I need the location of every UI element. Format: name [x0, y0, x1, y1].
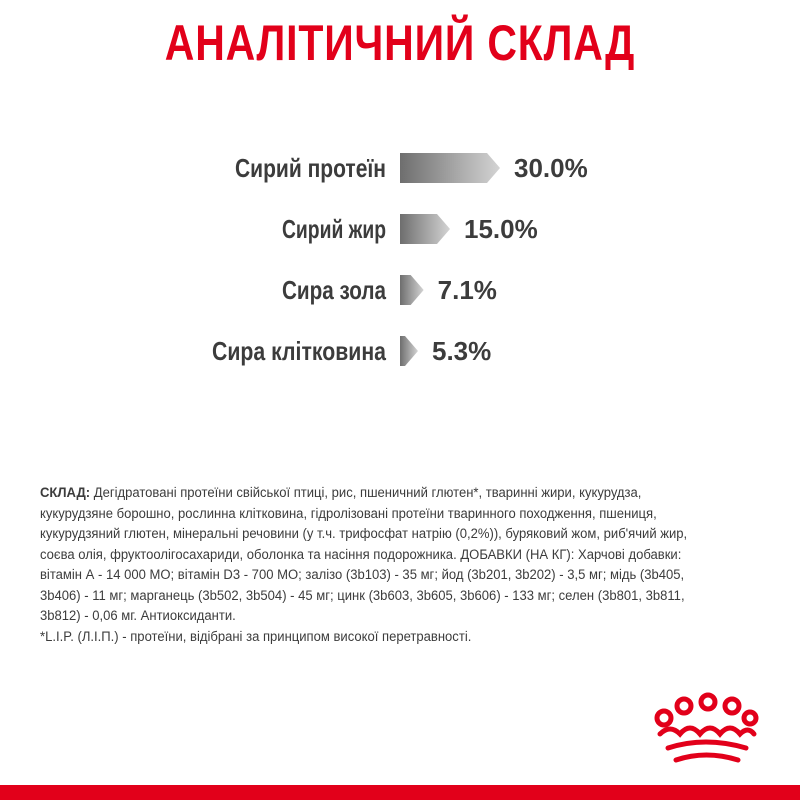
page-title: АНАЛІТИЧНИЙ СКЛАД	[164, 15, 636, 71]
composition-line: 3b812) - 0,06 мг. Антиоксиданти.	[40, 608, 236, 624]
bar-category-label: Сирий протеїн	[235, 153, 386, 183]
composition-line: соєва олія, фруктоолігосахариди, оболонка та насіння подорожника. ДОБАВКИ (НА КГ): Харчові добавки:	[40, 546, 682, 563]
bar	[400, 214, 450, 244]
composition-footnote: *L.I.P. (Л.І.П.) - протеїни, відібрані за принципом високої перетравності.	[40, 628, 472, 645]
bar-value-label: 7.1%	[437, 275, 497, 305]
bar-value-label: 30.0%	[514, 153, 588, 183]
composition-line: кукурудзяний глютен, мінеральні речовини (у т.ч. трифосфат натрію (0,2%)), буряковий жом, риб'ячий жир,	[40, 526, 688, 542]
composition-line: Дегідратовані протеїни свійської птиці, рис, пшеничний глютен*, тваринні жири, кукурудза,	[90, 485, 642, 501]
bar-category-label: Сира зола	[282, 275, 387, 305]
composition-block	[40, 483, 770, 647]
bar-category-label: Сира клітковина	[212, 336, 387, 366]
bar-value-label: 15.0%	[464, 214, 538, 244]
bar	[400, 275, 424, 305]
brand-bottom-bar	[0, 785, 800, 800]
composition-line: вітамін А - 14 000 МО; вітамін D3 - 700 МО; залізо (3b103) - 35 мг; йод (3b201, 3b202) - 3,5 мг; мідь (3b405,	[40, 567, 685, 583]
bar-category-label: Сирий жир	[282, 214, 386, 244]
composition-line: кукурудзяне борошно, рослинна клітковина, гідролізовані протеїни тваринного походження, пшениця,	[40, 505, 657, 522]
composition-line: 3b406) - 11 мг; марганець (3b502, 3b504) - 45 мг; цинк (3b603, 3b605, 3b606) - 133 мг; селен (3b801, 3b811,	[40, 587, 685, 604]
bar	[400, 153, 500, 183]
composition-lead: СКЛАД:	[40, 485, 91, 501]
analytical-composition-chart	[0, 140, 800, 400]
bar	[400, 336, 418, 366]
royal-canin-crown-icon	[650, 690, 760, 770]
bar-value-label: 5.3%	[432, 336, 492, 366]
